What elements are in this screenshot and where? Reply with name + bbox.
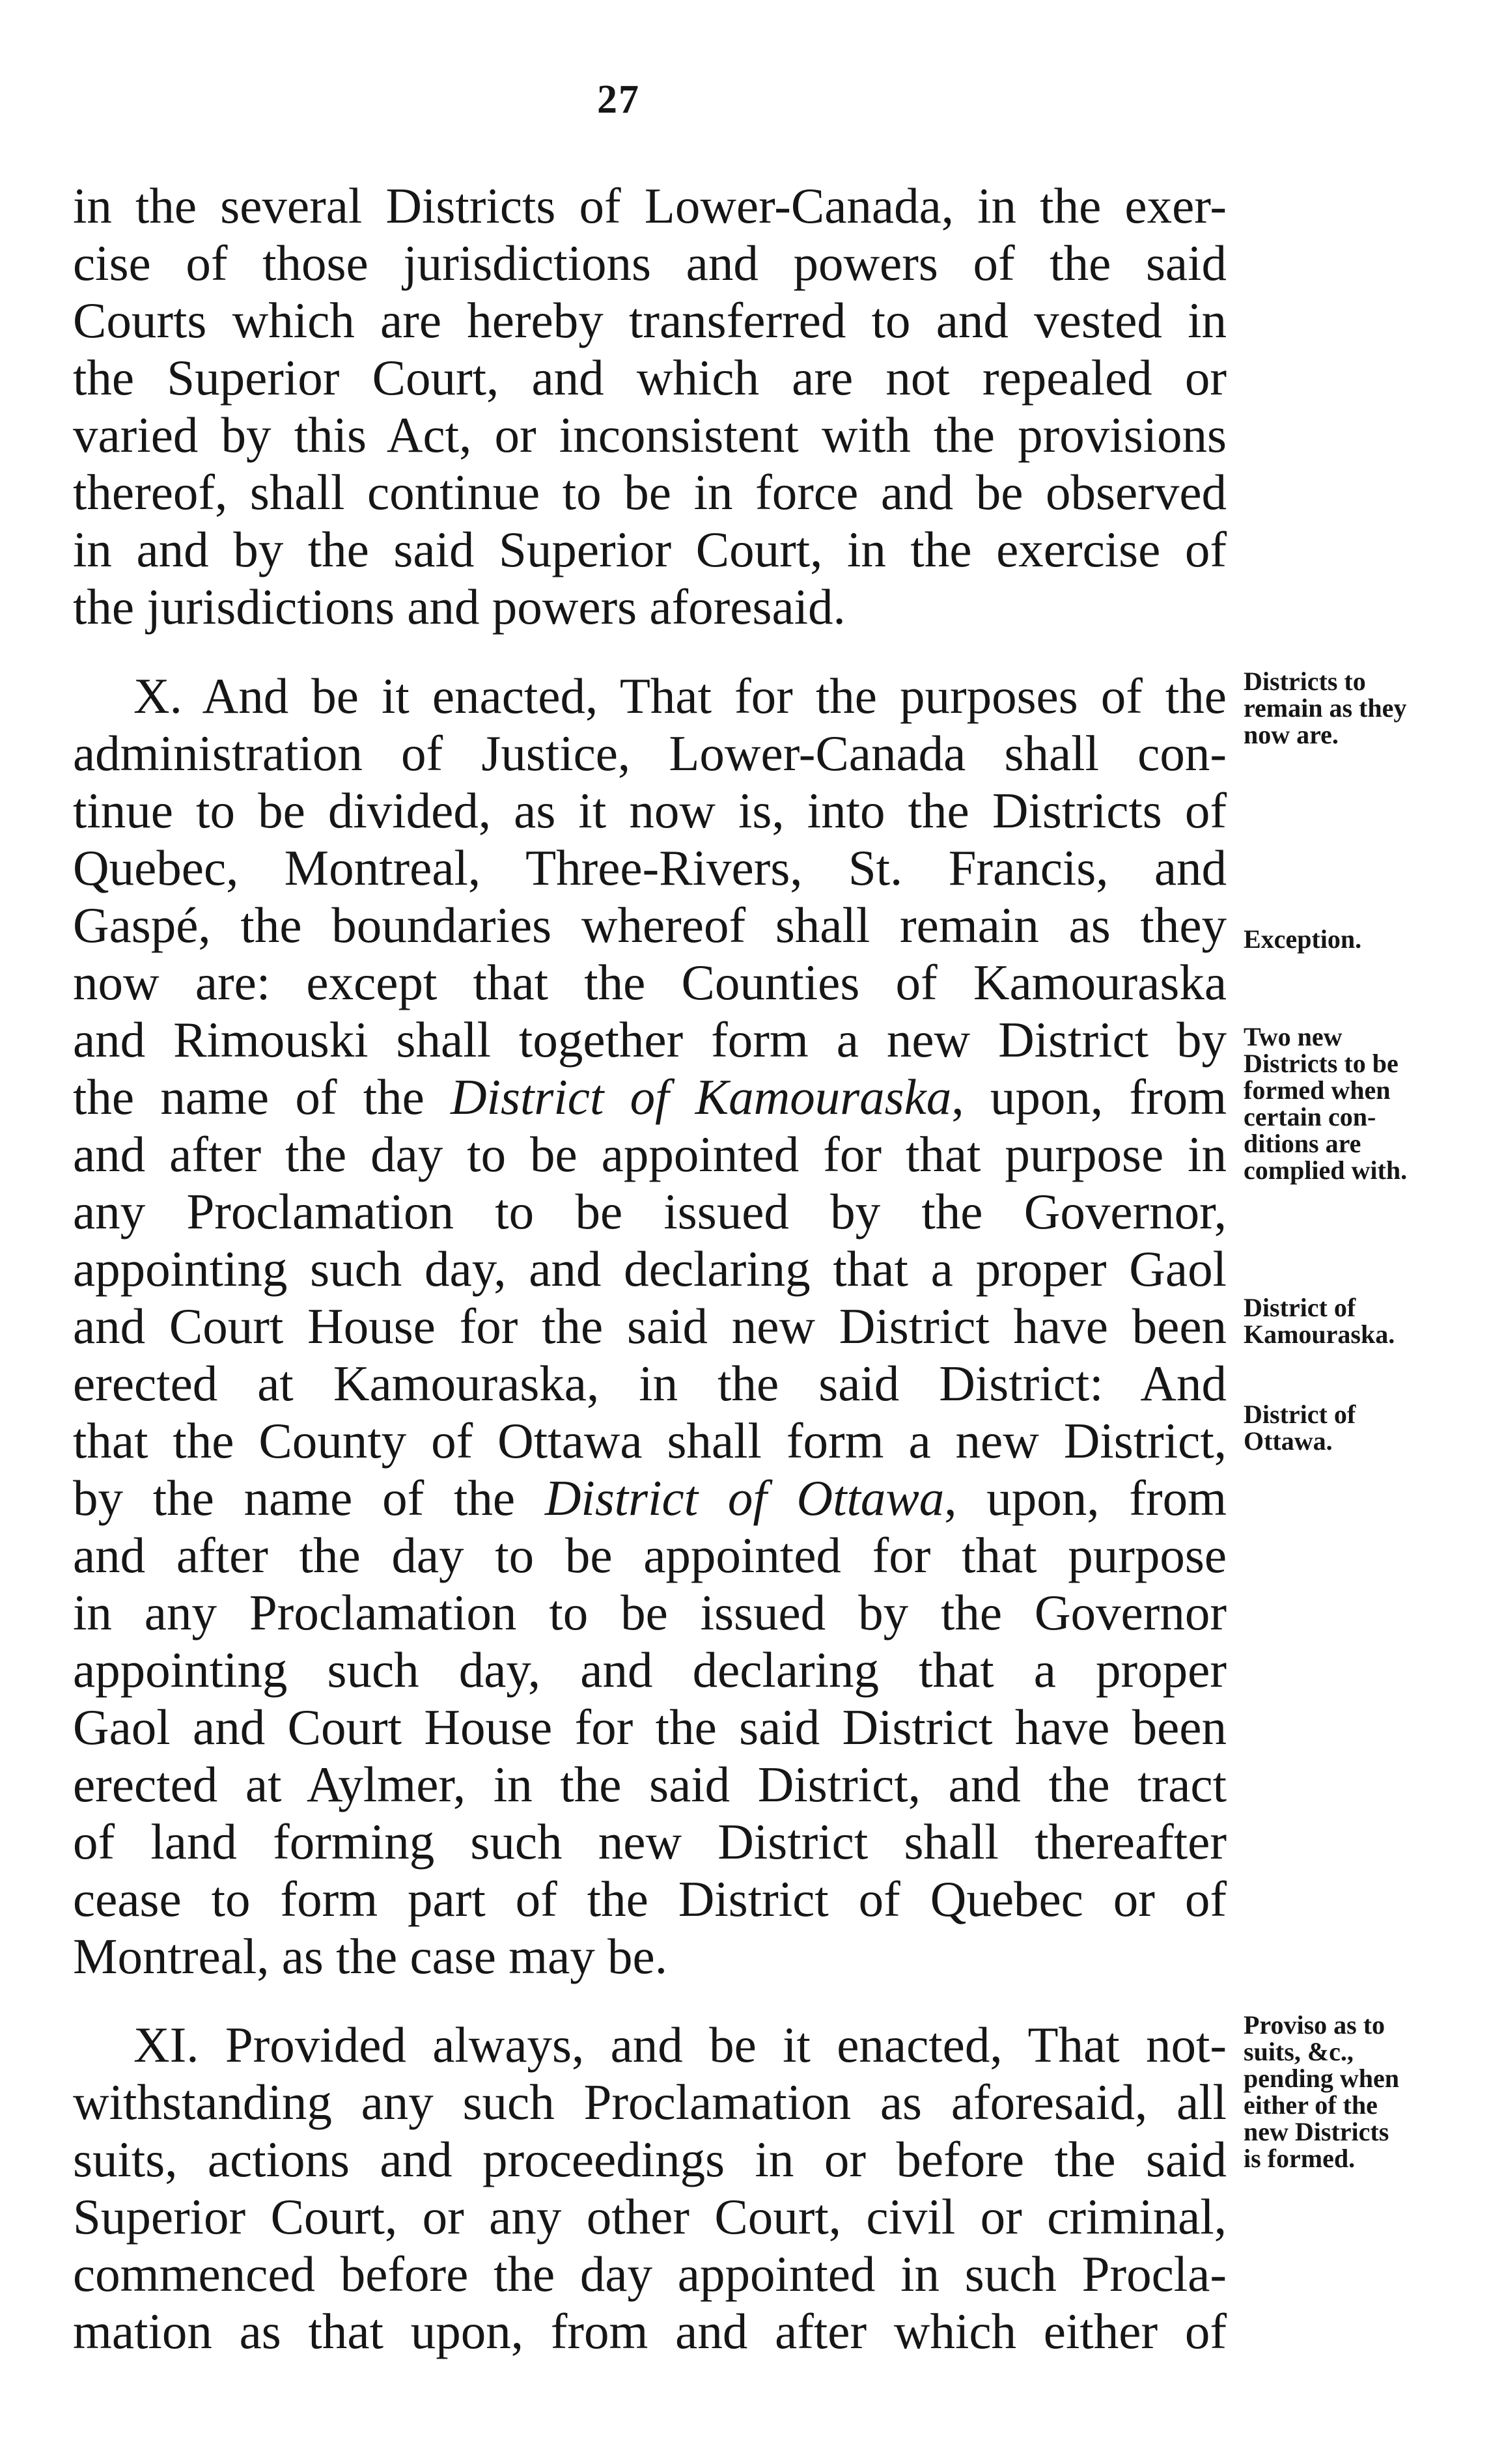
text-line: Superior Court, or any other Court, civil or criminal,: [73, 2189, 1227, 2245]
text-line: in any Proclamation to be issued by the Governor: [73, 1585, 1227, 1640]
text-line: and Rimouski shall together form a new District by: [73, 1012, 1227, 1068]
section-heading-line: XI. Provided always, and be it enacted, That not-: [133, 2017, 1227, 2073]
text-line: tinue to be divided, as it now is, into the Districts of: [73, 782, 1227, 838]
text-line: and after the day to be appointed for that purpose: [73, 1527, 1227, 1583]
text-line: Quebec, Montreal, Three-Rivers, St. Francis, and: [73, 840, 1227, 896]
text-line: in and by the said Superior Court, in the exercise of: [73, 521, 1227, 577]
text-line-with-italic: by the name of the District of Ottawa, upon, from: [73, 1470, 1227, 1526]
italic-district-name: District of Kamouraska: [451, 1069, 952, 1125]
text-line: suits, actions and proceedings in or before the said: [73, 2131, 1227, 2187]
text-line: now are: except that the Counties of Kamouraska: [73, 954, 1227, 1010]
text-line: erected at Aylmer, in the said District, and the tract: [73, 1756, 1227, 1812]
text-line: varied by this Act, or inconsistent with the provisions: [73, 407, 1227, 463]
text-line: the jurisdictions and powers aforesaid.: [73, 579, 846, 635]
section-heading-line: X. And be it enacted, That for the purposes of the: [133, 668, 1227, 724]
text-line: withstanding any such Proclamation as aforesaid, all: [73, 2074, 1227, 2130]
page-number: 27: [597, 77, 640, 122]
text-line: commenced before the day appointed in such Procla-: [73, 2246, 1227, 2302]
text-line: of land forming such new District shall thereafter: [73, 1814, 1227, 1870]
italic-district-name: District of Ottawa: [544, 1470, 945, 1526]
text-line: that the County of Ottawa shall form a new District,: [73, 1413, 1227, 1469]
margin-note-proviso: Proviso as to suits, &c., pending when either of the new Districts is formed.: [1244, 2010, 1399, 2173]
text-line: Courts which are hereby transferred to and vested in: [73, 292, 1227, 348]
margin-note-district-kamouraska: District of Kamouraska.: [1244, 1293, 1395, 1349]
text-line: cease to form part of the District of Quebec or of: [73, 1871, 1227, 1927]
text-line: and Court House for the said new District have been: [73, 1298, 1227, 1354]
text-line: appointing such day, and declaring that a proper: [73, 1642, 1227, 1698]
text-line-with-italic: the name of the District of Kamouraska, upon, from: [73, 1069, 1227, 1125]
margin-note-district-ottawa: District of Ottawa.: [1244, 1400, 1356, 1456]
margin-note-districts-remain: Districts to remain as they now are.: [1244, 667, 1407, 749]
text-line: appointing such day, and declaring that a proper Gaol: [73, 1241, 1227, 1297]
text-line: cise of those jurisdictions and powers of the said: [73, 235, 1227, 291]
text-line: mation as that upon, from and after which either of: [73, 2303, 1227, 2359]
text-line: any Proclamation to be issued by the Governor,: [73, 1184, 1227, 1239]
text-line: and after the day to be appointed for that purpose in: [73, 1126, 1227, 1182]
margin-note-two-new-districts: Two new Districts to be formed when certain con- ditions are complied with.: [1244, 1022, 1408, 1185]
text-line: Montreal, as the case may be.: [73, 1928, 667, 1984]
text-line: in the several Districts of Lower-Canada, in the exer-: [73, 178, 1227, 234]
text-line: administration of Justice, Lower-Canada shall con-: [73, 725, 1227, 781]
text-line: Gaol and Court House for the said District have been: [73, 1699, 1227, 1755]
text-line: Gaspé, the boundaries whereof shall remain as they: [73, 897, 1227, 953]
text-line: thereof, shall continue to be in force and be observed: [73, 464, 1227, 520]
text-line: erected at Kamouraska, in the said District: And: [73, 1355, 1227, 1411]
margin-note-exception: Exception.: [1244, 924, 1362, 954]
text-line: the Superior Court, and which are not repealed or: [73, 350, 1227, 406]
